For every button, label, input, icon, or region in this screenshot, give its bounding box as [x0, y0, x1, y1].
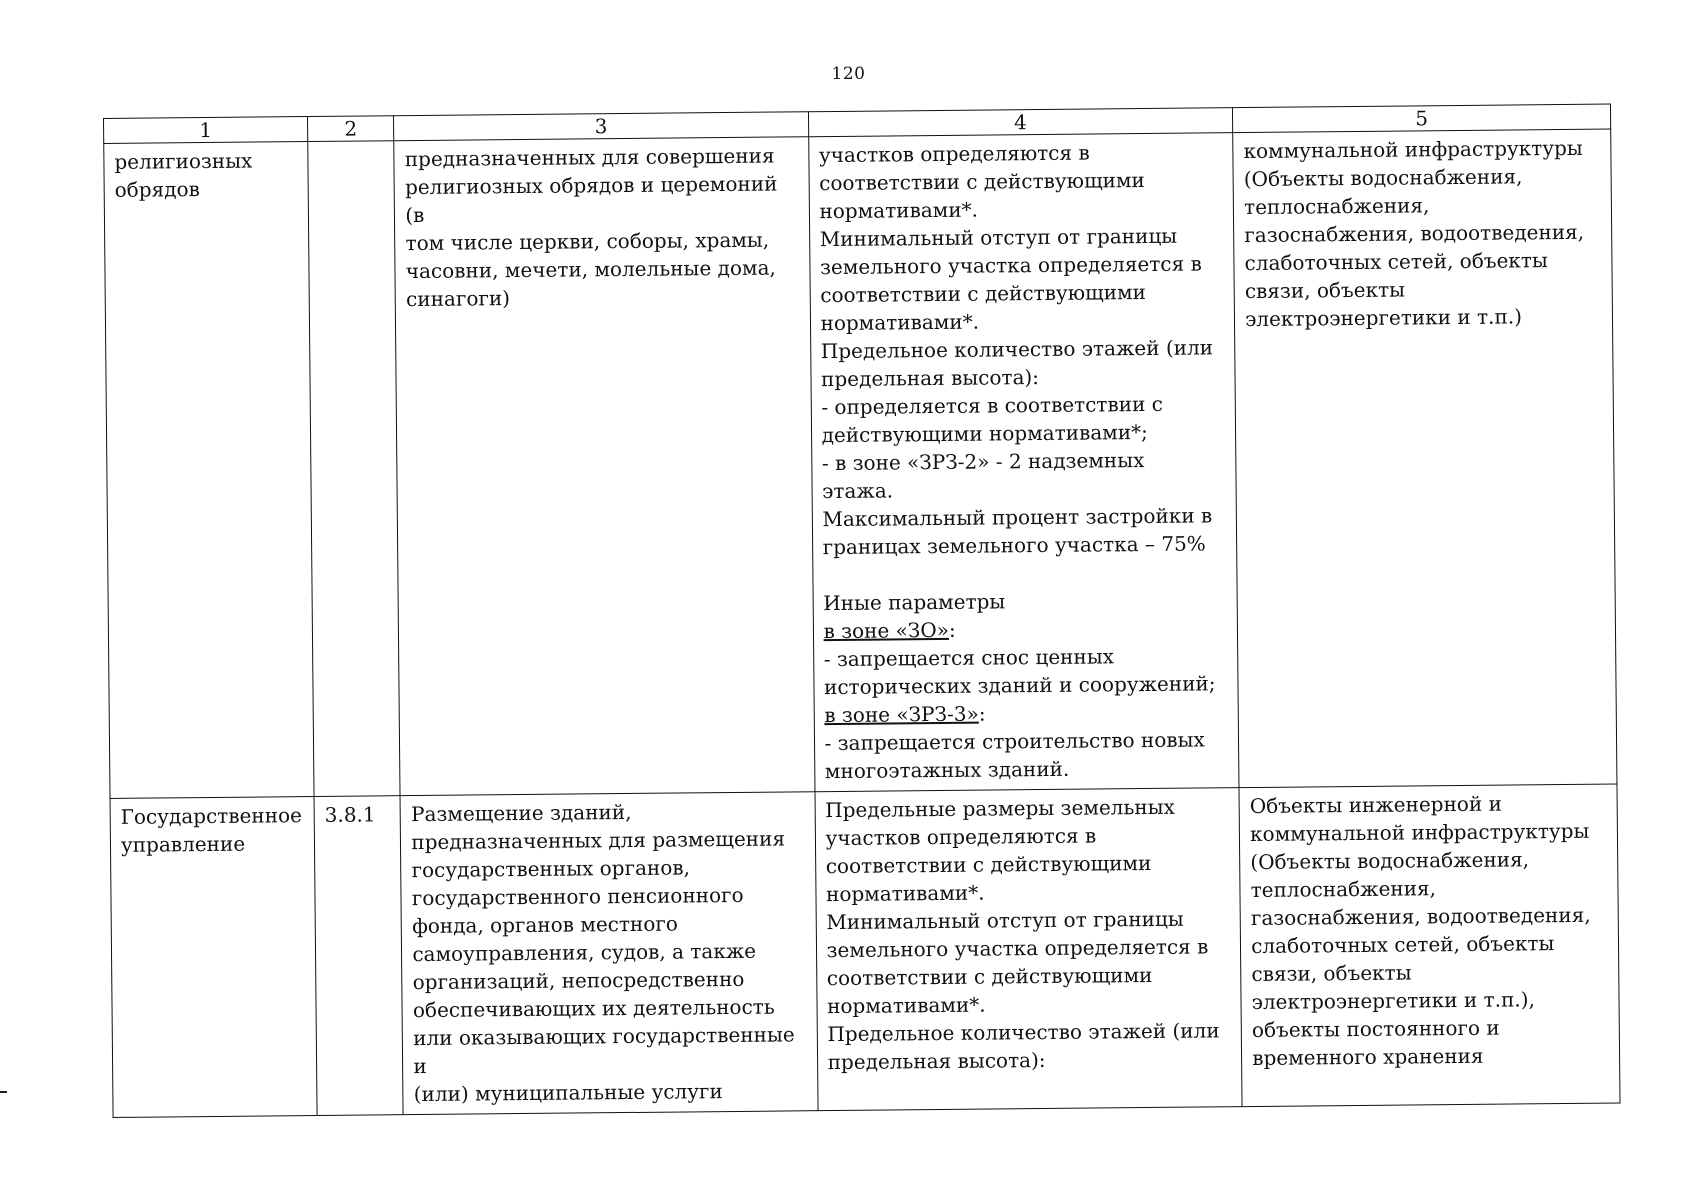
cell-text-line: этажа. [822, 478, 894, 504]
cell-text-line: теплоснабжения, [1243, 193, 1430, 220]
cell-text-line: временного хранения [1252, 1043, 1484, 1071]
cell-text-line: предназначенных для размещения [411, 826, 786, 855]
cell-text-line: - определяется в соответствии с [821, 391, 1164, 420]
land-use-description-cell [400, 792, 817, 1115]
cell-text-line: Предельные размеры земельных [825, 794, 1175, 823]
cell-text-line: связи, объекты [1244, 277, 1406, 304]
cell-text-line: нормативами*. [827, 992, 986, 1019]
page-number: 120 [831, 64, 866, 84]
cell-text-line: (Объекты водоснабжения, [1250, 847, 1530, 875]
cell-text-line: 3.8.1 [324, 802, 376, 827]
auxiliary-uses-cell [1233, 129, 1617, 788]
cell-text-line: Минимальный отступ от границы [819, 223, 1178, 252]
zone-heading-suffix: : [948, 617, 956, 642]
cell-text-line: многоэтажных зданий. [824, 756, 1070, 784]
cell-text-line: (или) муниципальные услуги [413, 1079, 723, 1107]
cell-text-line: соответствии с действующими [819, 168, 1145, 196]
cell-text-line: Предельное количество этажей (или [820, 335, 1214, 364]
cell-text-line: синагоги) [405, 286, 511, 312]
cell-text-line [823, 557, 1227, 589]
cell-text-line: часовни, мечети, молельные дома, [405, 255, 776, 284]
cell-text-line: или оказывающих государственные и [413, 1022, 795, 1079]
column-header: 1 [104, 117, 308, 144]
cell-text-line: земельного участка определяется в [819, 251, 1202, 280]
cell-text-line: государственных органов, [411, 855, 691, 883]
cell-text-line: нормативами*. [819, 197, 979, 224]
cell-text-line: религиозных [114, 148, 253, 174]
cell-text-line: управление [120, 831, 246, 857]
column-header: 5 [1233, 104, 1611, 133]
cell-text-line: коммунальной инфраструктуры [1249, 818, 1590, 847]
cell-text-line: Минимальный отступ от границы [826, 906, 1184, 935]
cell-text-line: объекты постоянного и [1251, 1015, 1500, 1043]
cell-text-line: Государственное [120, 803, 303, 829]
cell-text-line: Максимальный процент застройки в [822, 503, 1213, 532]
land-use-type-cell [110, 797, 317, 1118]
cell-text-line: соответствии с действующими [820, 279, 1147, 308]
margin-mark [0, 1091, 7, 1093]
cell-text-line: газоснабжения, водоотведения, [1250, 902, 1591, 931]
cell-text-line: фонда, органов местного [412, 911, 678, 939]
cell-text-line: самоуправления, судов, а также [412, 938, 757, 967]
cell-text-line: Иные параметры [823, 589, 1006, 616]
cell-text-line: предельная высота): [827, 1047, 1046, 1075]
cell-text-line: коммунальной инфраструктуры [1243, 135, 1583, 164]
cell-text-line: границах земельного участка – 75% [822, 531, 1206, 560]
cell-text-line: том числе церкви, соборы, храмы, [405, 227, 770, 256]
cell-text-line: соответствии с действующими [825, 850, 1152, 879]
cell-text-line: участков определяются в [818, 140, 1090, 168]
cell-text-line [823, 613, 1227, 645]
land-use-description-cell [394, 137, 814, 796]
cell-text-line: обрядов [114, 177, 200, 202]
cell-text-line: государственного пенсионного [411, 882, 744, 911]
cell-text-line: слаботочных сетей, объекты [1251, 931, 1555, 959]
cell-text-line: исторических зданий и сооружений; [823, 671, 1216, 700]
cell-text-line: (Объекты водоснабжения, [1243, 164, 1523, 192]
auxiliary-uses-cell [1239, 784, 1620, 1107]
table-row [110, 784, 1620, 1117]
cell-text-line: нормативами*. [820, 309, 980, 336]
land-use-code-cell [308, 141, 401, 797]
cell-text-line: действующими нормативами*; [821, 419, 1148, 448]
development-parameters-cell [808, 133, 1239, 792]
cell-text-line: Объекты инженерной и [1249, 791, 1503, 819]
column-header: 3 [394, 112, 808, 141]
document-sheet [103, 104, 1621, 1118]
cell-text-line: электроэнергетики и т.п.) [1245, 304, 1523, 332]
cell-text-line: - в зоне «ЗРЗ-2» - 2 надземных [821, 448, 1145, 476]
zone-heading: в зоне «ЗО» [823, 617, 950, 644]
zone-heading: в зоне «ЗРЗ-3» [824, 701, 979, 728]
cell-text-line: Размещение зданий, [410, 799, 632, 827]
cell-text-line: газоснабжения, водоотведения, [1244, 219, 1585, 248]
column-header: 4 [808, 108, 1233, 137]
cell-text-line [824, 697, 1228, 729]
development-parameters-cell [815, 788, 1243, 1111]
cell-text-line: - запрещается снос ценных [823, 644, 1115, 672]
cell-text-line: участков определяются в [825, 823, 1097, 851]
land-use-type-cell [104, 142, 314, 799]
cell-text-line: электроэнергетики и т.п.), [1251, 987, 1536, 1015]
cell-text-line: организаций, непосредственно [412, 966, 745, 995]
cell-text-line: религиозных обрядов и церемоний (в [404, 171, 778, 228]
land-use-code-cell [314, 796, 403, 1116]
cell-text-line: земельного участка определяется в [826, 934, 1209, 963]
cell-text-line: слаботочных сетей, объекты [1244, 248, 1548, 276]
cell-text-line: соответствии с действующими [826, 962, 1153, 991]
cell-text-line: предназначенных для совершения [404, 143, 775, 172]
cell-text-line: Предельное количество этажей (или [827, 1018, 1220, 1047]
cell-text-line: обеспечивающих их деятельность [412, 994, 775, 1023]
cell-text-line: связи, объекты [1251, 960, 1412, 987]
cell-text-line: - запрещается строительство новых [824, 727, 1205, 756]
cell-text-line: теплоснабжения, [1250, 876, 1437, 903]
land-use-regulations-table [103, 104, 1621, 1118]
cell-text-line: нормативами*. [825, 880, 985, 907]
cell-text-line: предельная высота): [820, 365, 1040, 392]
zone-heading-suffix: : [978, 701, 986, 726]
table-row [104, 129, 1617, 798]
column-header: 2 [307, 116, 394, 142]
